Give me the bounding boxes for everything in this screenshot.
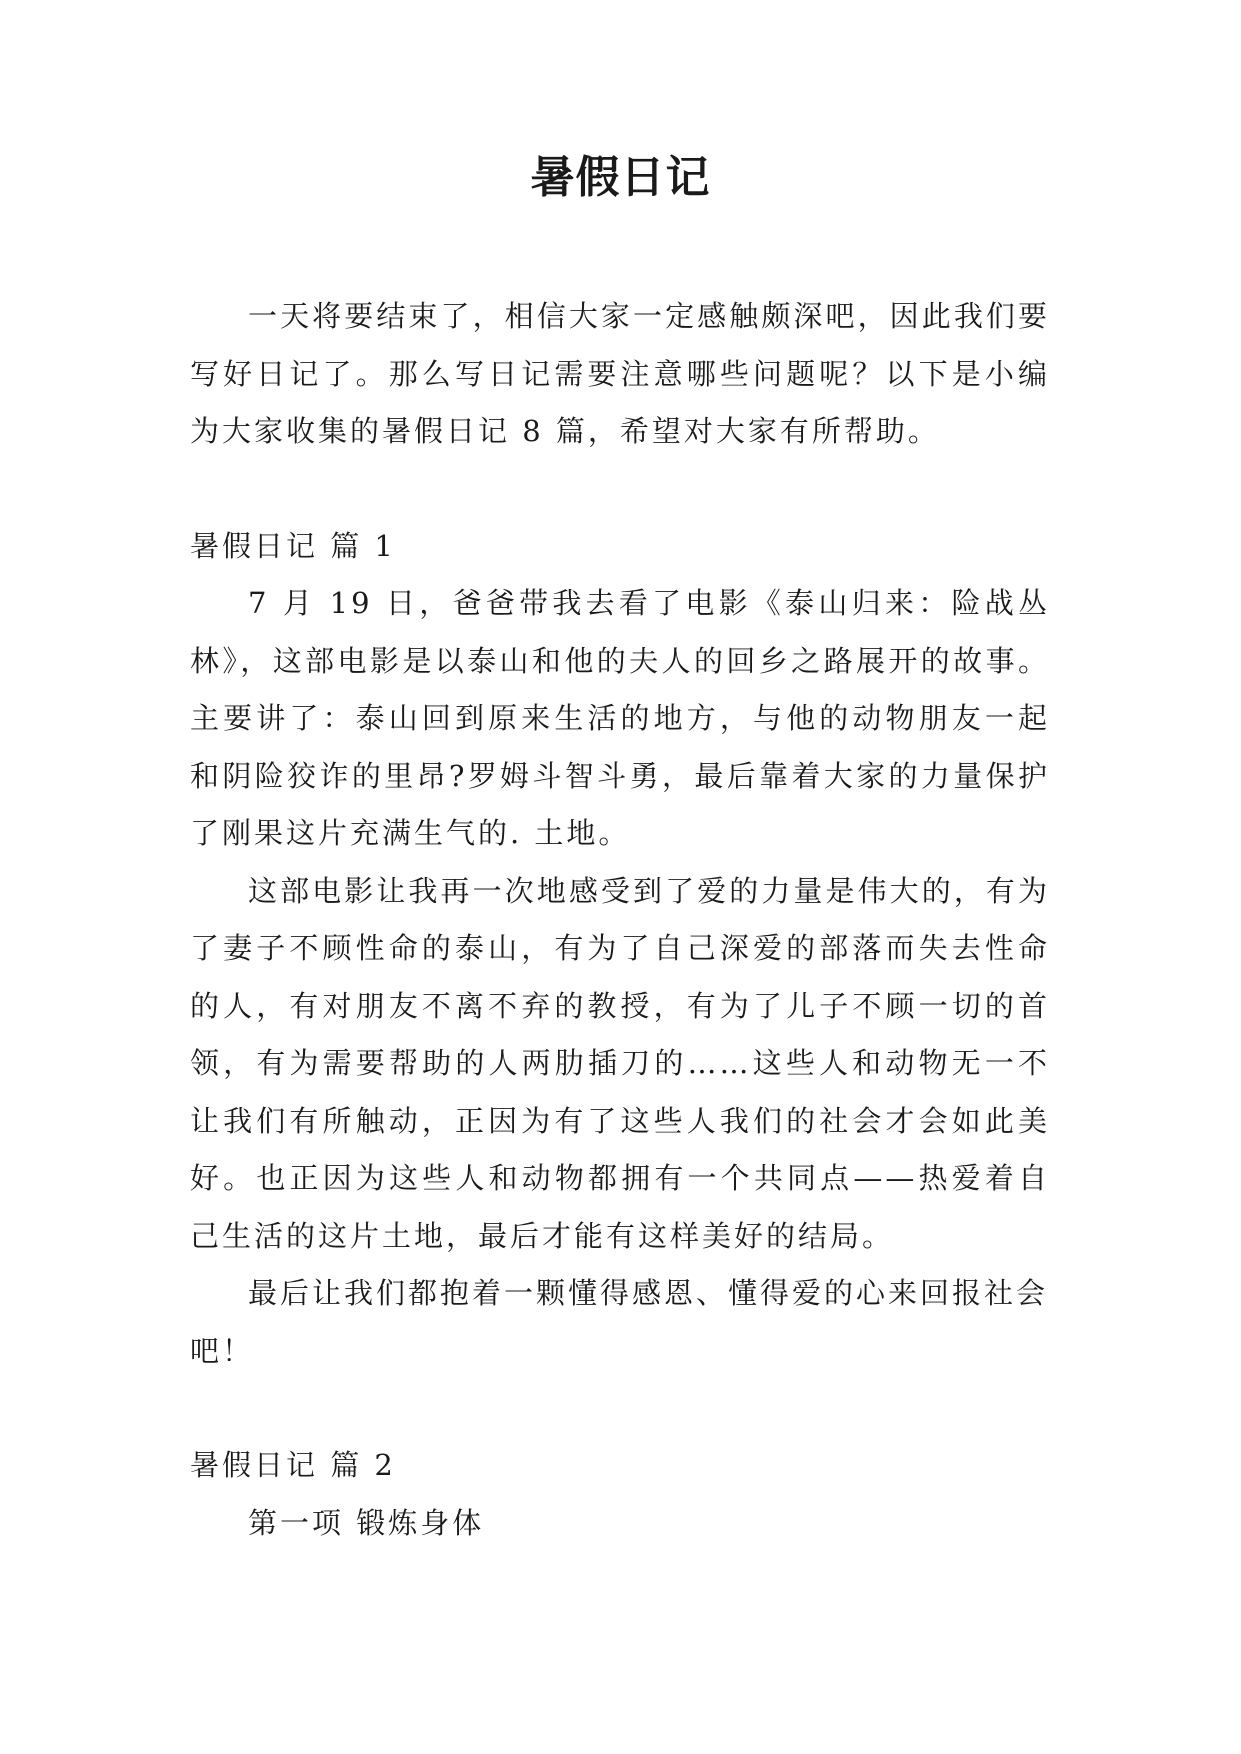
document-body bbox=[190, 288, 1050, 1552]
entry-1-paragraph-3: 最后让我们都抱着一颗懂得感恩、懂得爱的心来回报社会吧！ bbox=[190, 1276, 1049, 1368]
section-spacer bbox=[190, 1380, 1050, 1437]
entry-1-heading: 暑假日记 篇 1 bbox=[190, 528, 396, 563]
document-title: 暑假日记 bbox=[530, 152, 711, 203]
entry-1-paragraph-2: 这部电影让我再一次地感受到了爱的力量是伟大的，有为了妻子不顾性命的泰山，有为了自己深爱的部落而失去性命的人，有对朋友不离不弃的教授，有为了儿子不顾一切的首领，有为需要帮助的人两肋插刀的……这些人和动物无一不让我们有所触动，正因为有了这些人我们的社会才会如此美好。也正因为这些人和动物都拥有一个共同点——热爱着自己生活的这片土地，最后才能有这样美好的结局。 bbox=[190, 873, 1050, 1253]
intro-paragraph: 一天将要结束了，相信大家一定感触颇深吧，因此我们要写好日记了。那么写日记需要注意哪些问题呢？以下是小编为大家收集的暑假日记 8 篇，希望对大家有所帮助。 bbox=[190, 299, 1050, 448]
entry-2-paragraph-1: 第一项 锻炼身体 bbox=[248, 1505, 485, 1540]
section-spacer bbox=[190, 461, 1050, 518]
entry-2-heading: 暑假日记 篇 2 bbox=[190, 1448, 396, 1482]
entry-1-paragraph-1: 7 月 19 日，爸爸带我去看了电影《泰山归来：险战丛林》，这部电影是以泰山和他的夫人的回乡之路展开的故事。主要讲了：泰山回到原来生活的地方，与他的动物朋友一起和阴险狡诈的里昂?罗姆斗智斗勇，最后靠着大家的力量保护了刚果这片充满生气的. 土地。 bbox=[190, 586, 1050, 850]
